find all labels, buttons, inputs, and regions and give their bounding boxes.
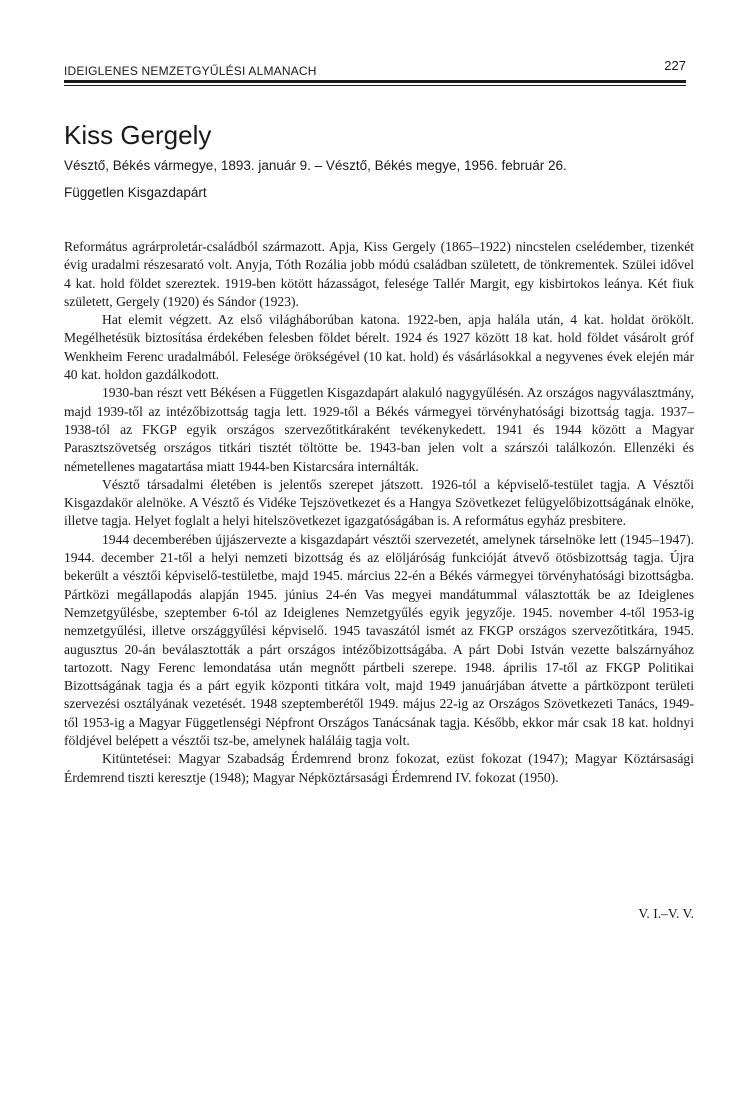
header-rule-thin — [64, 85, 686, 86]
paragraph-awards: Kitüntetései: Magyar Szabadság Érdemrend bronz fokozat, ezüst fokozat (1947); Magyar Köztársasági Érdemrend tiszti keresztje (1948); Magyar Népköztársasági Érdemrend IV. fokozat (1950). — [64, 751, 694, 785]
entry-party: Független Kisgazdapárt — [64, 185, 207, 200]
header-title: IDEIGLENES NEMZETGYŰLÉSI ALMANACH — [64, 64, 317, 78]
header-rule-thick — [64, 80, 686, 83]
paragraph-party-career: 1930-ban részt vett Békésen a Független Kisgazdapárt alakuló nagygyűlésén. Az országos nagyválasztmány, majd 1939-től az intézőbizottság tagja lett. 1929-től a Békés vármegyei törvényhatósági bizottság tagja. 1937–1938-tól az FKGP egyik országos szervezőtitkáraként tevékenykedett. 1941 és 1944 között a Magyar Parasztszövetség országos titkári tisztét töltötte be. 1943-ban jelen volt a szárszói találkozón. Ellenzéki és németellenes magatartása miatt 1944-ben Kistarcsára internálták. — [64, 385, 694, 474]
author-signature: V. I.–V. V. — [638, 906, 694, 921]
entry-birth-death: Vésztő, Békés vármegye, 1893. január 9. – Vésztő, Békés megye, 1956. február 26. — [64, 158, 567, 173]
paragraph-post-1944: 1944 decemberében újjászervezte a kisgazdapárt vésztői szervezetét, amelynek társelnöke lett (1945–1947). 1944. december 21-től a helyi nemzeti bizottság és az elöljáróság funkcióját átvevő ötösbizottság tagja. Újra bekerült a vésztői képviselő-testületbe, majd 1945. március 22-én a Békés vármegyei törvényhatósági bizottságba. Pártközi megállapodás alapján 1945. június 24-én Vas megyei mandátummal választották be az Ideiglenes Nemzetgyűlésbe, szeptember 6-tól az Ideiglenes Nemzetgyűlés egyik jegyzője. 1945. november 4-től 1953-ig nemzetgyűlési, illetve országgyűlési képviselő. 1945 tavaszától ismét az FKGP országos szervezőtitkára, 1945. augusztus 20-án beválasztották a párt országos intézőbizottságába. A párt Dobi István vezette balszárnyához tartozott. Nagy Ferenc lemondatása után megnőtt pártbeli szerepe. 1948. április 17-től az FKGP Politikai Bizottságának tagja és a párt egyik központi titkára volt, majd 1949 januárjában átvette a pártközpont területi szervezési osztályának vezetését. 1948 szeptemberétől 1949. május 22-ig az Országos Szövetkezeti Tanács, 1949-től 1953-ig a Magyar Függetlenségi Népfront Országos Tanácsának tagja. Később, ekkor már csak 18 kat. holdnyi földjével belépett a vésztői tsz-be, amelynek haláláig tagja volt. — [64, 531, 694, 749]
paragraph-education: Hat elemit végzett. Az első világháborúban katona. 1922-ben, apja halála után, 4 kat. holdat örökölt. Megélhetésük biztosítása érdekében felesben földet bérelt. 1924 és 1927 között 18 kat. hold földet vásárolt gróf Wenkheim Ferenc uradalmából. Felesége örökségével (10 kat. hold) és vásárlásokkal a negyvenes évek elején már 40 kat. holdon gazdálkodott. — [64, 312, 694, 383]
paragraph-social-life: Vésztő társadalmi életében is jelentős szerepet játszott. 1926-tól a képviselő-testület tagja. A Vésztői Kisgazdakör alelnöke. A Vésztő és Vidéke Tejszövetkezet és a Hangya Szövetkezet felügyelőbizottságának elnöke, illetve tagja. Helyet foglalt a helyi hitelszövetkezet igazgatóságában is. A református egyház presbitere. — [64, 476, 694, 529]
biography-text — [64, 238, 694, 787]
running-header — [64, 58, 686, 90]
paragraph-family: Református agrárproletár-családból származott. Apja, Kiss Gergely (1865–1922) nincstelen cselédember, tizenkét évig uradalmi részesarató volt. Anyja, Tóth Rozália jobb módú családban született, de tönkrementek. Szülei idővel 4 kat. hold földet szereztek. 1919-ben kötött házasságot, felesége Tallér Margit, egy kisbirtokos leánya. Két fiuk született, Gergely (1920) és Sándor (1923). — [64, 239, 694, 309]
page-number: 227 — [664, 58, 686, 73]
entry-name: Kiss Gergely — [64, 120, 212, 150]
